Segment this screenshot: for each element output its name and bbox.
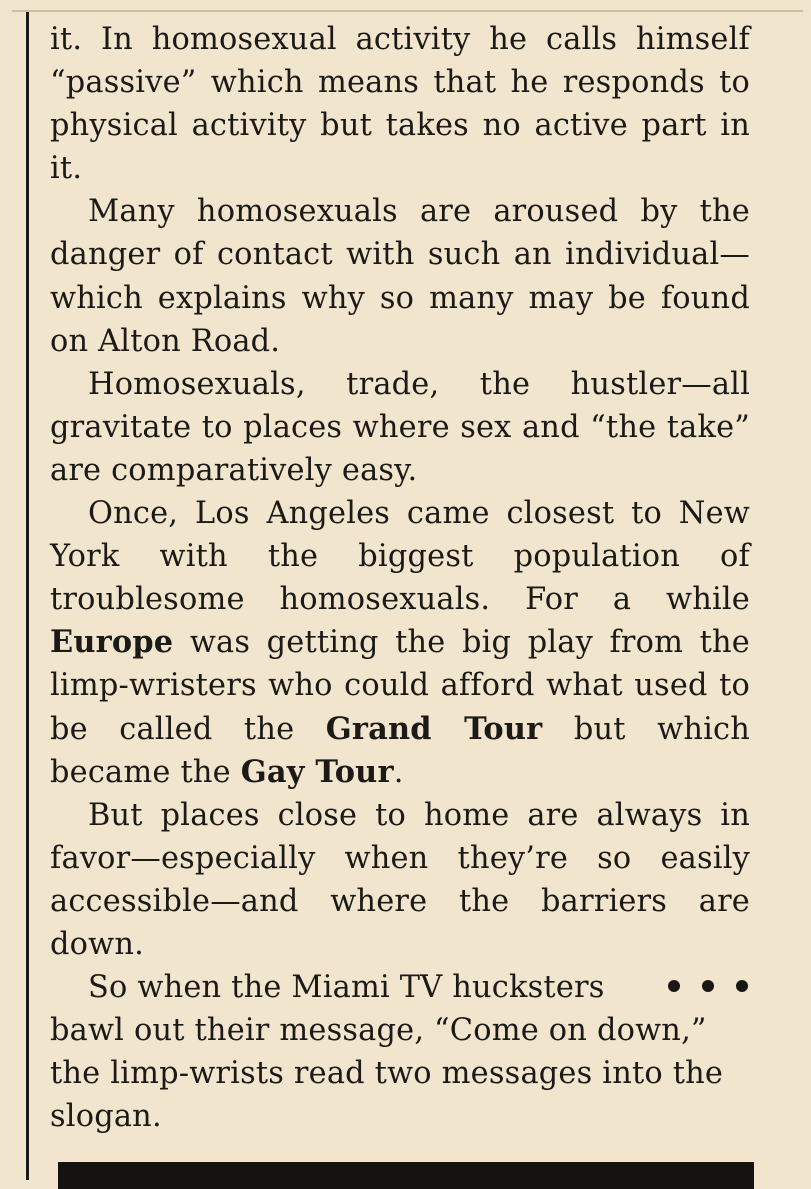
paragraph-3: Homosexuals, trade, the hustler—all gravitate to places where sex and “the take” are comparatively easy. [50, 366, 750, 488]
paragraph-4-text-b: was getting the big play from the limp-wristers who could afford what used to be called the [50, 625, 750, 747]
paragraph-4-text-a: Once, Los Angeles came closest to New York with the biggest population of troublesome homosexuals. For a while [50, 496, 750, 618]
article-column [50, 18, 750, 1138]
paragraph-2: Many homosexuals are aroused by the danger of contact with such an individual—which explains why so many may be found on Alton Road. [50, 194, 750, 359]
bold-europe: Europe [50, 624, 174, 661]
paragraph-4 [50, 492, 750, 794]
end-dot-2 [702, 980, 714, 992]
column-rule [26, 12, 29, 1180]
end-dot-3 [736, 980, 748, 992]
bottom-black-bar [58, 1162, 754, 1189]
paragraph-6-text: So when the Miami TV hucksters bawl out their message, “Come on down,” the limp-wrists read two messages into the slogan. [50, 970, 724, 1135]
paragraph-4-text-c: but which became the [50, 711, 751, 790]
end-mark-dots [668, 980, 748, 992]
page-edge [12, 10, 803, 12]
bold-gay-tour: Gay Tour [240, 753, 394, 790]
paragraph-5: But places close to home are always in favor—especially when they’re so easily accessible—and where the barriers are down. [50, 797, 750, 962]
end-dot-1 [668, 980, 680, 992]
paragraph-1: it. In homosexual activity he calls himself “passive” which means that he responds to physical activity but takes no active part in it. [50, 22, 750, 187]
paragraph-6 [50, 966, 750, 1138]
bold-grand-tour: Grand Tour [325, 710, 543, 747]
paragraph-4-text-d: . [393, 754, 404, 790]
